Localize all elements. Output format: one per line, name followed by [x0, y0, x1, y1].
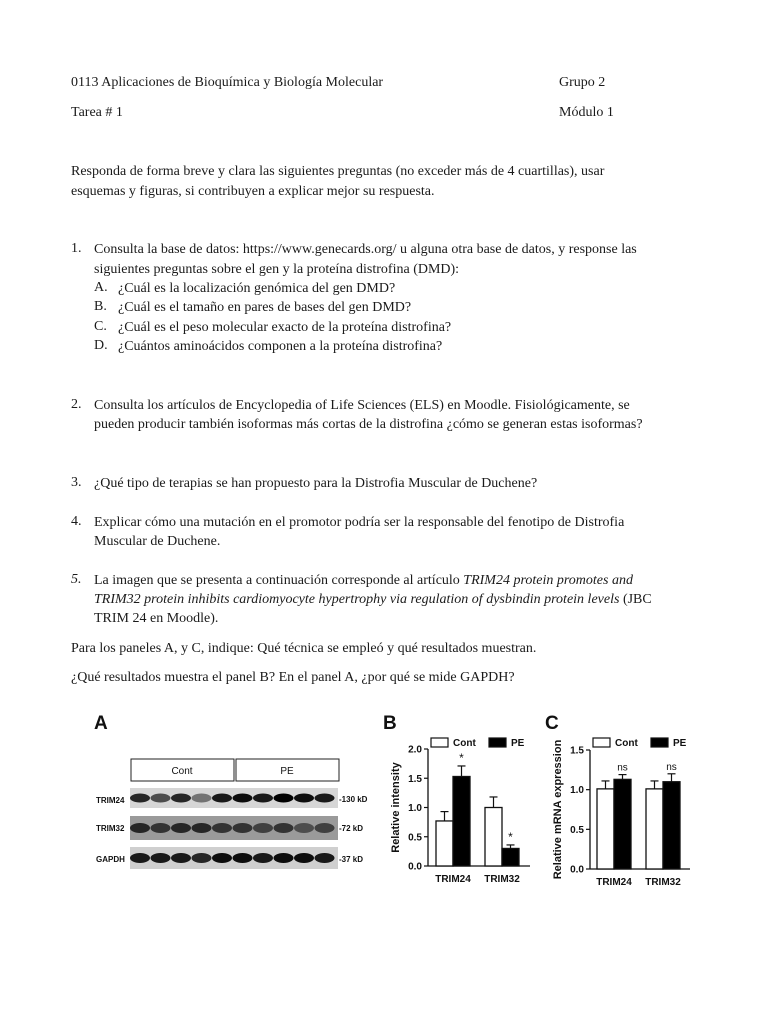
chart-b-category-trim32: TRIM32 [484, 874, 520, 885]
pe-group-label: PE [280, 766, 294, 777]
question-4-line-1: Explicar cómo una mutación en el promotor podría ser la responsable del fenotipo de Distrofia [94, 515, 625, 530]
chart-c-category-trim32: TRIM32 [645, 877, 681, 888]
blot-band-gapdh-7 [253, 853, 273, 863]
intro-line-2: esquemas y figuras, si contribuyen a explicar mejor su respuesta. [71, 184, 435, 199]
chart-c-y-tick-label: 0.0 [570, 864, 584, 876]
chart-c-legend-label-cont: Cont [615, 738, 638, 749]
blot-band-trim24-8 [274, 794, 294, 803]
chart-b-y-tick-label: 1.0 [408, 803, 422, 814]
group-label: Grupo 2 [559, 75, 606, 90]
chart-c-legend-swatch-pe [651, 738, 668, 747]
chart-c-bar-pe-trim24 [614, 779, 631, 869]
course-title: 0113 Aplicaciones de Bioquímica y Biología Molecular [71, 75, 384, 90]
blot-band-trim24-9 [294, 794, 314, 803]
blot-band-trim24-1 [130, 794, 150, 803]
chart-panel-b [390, 738, 530, 885]
chart-c-legend-label-pe: PE [673, 738, 687, 749]
panel-b-letter: B [383, 713, 397, 734]
blot-band-trim32-3 [171, 823, 191, 833]
panel-c-letter: C [545, 713, 559, 734]
blot-band-trim32-1 [130, 823, 150, 833]
blot-label-trim24: TRIM24 [96, 796, 125, 805]
chart-c-bar-cont-trim24 [597, 789, 614, 869]
chart-b-category-trim24: TRIM24 [435, 874, 471, 885]
chart-b-legend-label-cont: Cont [453, 738, 476, 749]
blot-kd-gapdh: -37 kD [339, 855, 364, 864]
blot-label-gapdh: GAPDH [96, 855, 125, 864]
chart-b-legend-swatch-cont [431, 738, 448, 747]
question-4-number: 4. [71, 514, 82, 529]
option-c-letter: C. [94, 319, 107, 334]
followup-panels-a-c: Para los paneles A, y C, indique: Qué técnica se empleó y qué resultados muestran. [71, 641, 537, 656]
blot-band-gapdh-4 [192, 853, 212, 863]
blot-kd-trim32: -72 kD [339, 824, 364, 833]
question-1-line-2: siguientes preguntas sobre el gen y la proteína distrofina (DMD): [94, 262, 460, 277]
blot-label-trim32: TRIM32 [96, 824, 125, 833]
blot-band-trim24-4 [192, 794, 212, 803]
blot-row-gapdh [96, 847, 363, 869]
question-3-number: 3. [71, 475, 82, 490]
option-c-text: ¿Cuál es el peso molecular exacto de la proteína distrofina? [118, 320, 452, 335]
question-5-line-3: TRIM 24 en Moodle). [94, 611, 219, 626]
intro-line-1: Responda de forma breve y clara las siguientes preguntas (no exceder más de 4 cuartillas), usar [71, 164, 605, 179]
chart-c-y-tick-label: 1.0 [570, 785, 584, 797]
blot-band-trim32-5 [212, 823, 232, 833]
blot-row-trim24 [96, 788, 368, 808]
blot-band-gapdh-9 [294, 853, 314, 863]
chart-b-y-tick-label: 0.0 [408, 861, 422, 873]
blot-band-trim32-2 [151, 823, 171, 833]
chart-c-y-tick-label: 0.5 [570, 824, 584, 836]
option-b-letter: B. [94, 299, 107, 314]
chart-c-y-axis-label: Relative mRNA expression [552, 739, 564, 880]
option-b-text: ¿Cuál es el tamaño en pares de bases del gen DMD? [118, 300, 412, 315]
question-2-line-2: pueden producir también isoformas más cortas de la distrofina ¿cómo se generan estas isoformas? [94, 417, 643, 432]
question-5-line-1-pre: La imagen que se presenta a continuación corresponde al artículo [94, 573, 464, 588]
blot-band-gapdh-2 [151, 853, 171, 863]
chart-b-bar-pe-trim32 [502, 848, 519, 866]
blot-row-trim32 [96, 816, 363, 840]
question-5-article-title-1: TRIM24 protein promotes and [463, 573, 633, 588]
blot-band-trim24-5 [212, 794, 232, 803]
chart-c-y-tick-label: 1.5 [570, 745, 584, 757]
question-2-number: 2. [71, 397, 82, 412]
blot-band-trim24-3 [171, 794, 191, 803]
question-5-line-2 [94, 591, 652, 609]
module-label: Módulo 1 [559, 105, 614, 120]
blot-band-gapdh-8 [274, 853, 294, 863]
chart-b-bar-pe-trim24 [453, 776, 470, 866]
blot-band-gapdh-10 [315, 853, 335, 863]
blot-band-trim24-10 [315, 794, 335, 803]
chart-b-significance-trim24: * [459, 750, 464, 765]
chart-c-significance-trim24: ns [617, 762, 628, 774]
question-5-number: 5. [71, 572, 82, 587]
blot-band-trim24-7 [253, 794, 273, 803]
task-label: Tarea # 1 [71, 105, 123, 120]
option-d-letter: D. [94, 338, 108, 353]
question-5-line-1 [94, 572, 633, 590]
chart-panel-c [552, 738, 690, 888]
question-5-line-2-post: (JBC [619, 592, 652, 607]
blot-band-gapdh-6 [233, 853, 253, 863]
blot-kd-trim24: -130 kD [339, 795, 368, 804]
chart-c-bar-cont-trim32 [646, 789, 663, 869]
chart-c-significance-trim32: ns [666, 761, 677, 773]
question-2-line-1: Consulta los artículos de Encyclopedia of Life Sciences (ELS) en Moodle. Fisiológicamente, se [94, 398, 630, 413]
blot-band-trim32-6 [233, 823, 253, 833]
chart-b-bar-cont-trim32 [485, 808, 502, 867]
chart-c-legend-swatch-cont [593, 738, 610, 747]
option-d-text: ¿Cuántos aminoácidos componen a la proteína distrofina? [118, 339, 443, 354]
chart-c-category-trim24: TRIM24 [596, 877, 632, 888]
option-a-text: ¿Cuál es la localización genómica del gen DMD? [118, 281, 396, 296]
chart-b-bar-cont-trim24 [436, 821, 453, 866]
figure-trim24-trim32 [0, 700, 768, 900]
blot-band-gapdh-5 [212, 853, 232, 863]
question-1-number: 1. [71, 241, 82, 256]
question-5-article-title-2: TRIM32 protein inhibits cardiomyocyte hypertrophy via regulation of dysbindin protein levels [94, 592, 620, 607]
chart-b-y-tick-label: 0.5 [408, 832, 422, 844]
chart-c-bar-pe-trim32 [663, 782, 680, 869]
chart-b-y-tick-label: 1.5 [408, 773, 422, 785]
question-1-line-1: Consulta la base de datos: https://www.genecards.org/ u alguna otra base de datos, y response las [94, 242, 637, 257]
blot-band-gapdh-3 [171, 853, 191, 863]
panel-a-letter: A [94, 713, 108, 734]
followup-panel-b: ¿Qué resultados muestra el panel B? En el panel A, ¿por qué se mide GAPDH? [71, 670, 515, 685]
blot-band-trim24-6 [233, 794, 253, 803]
question-4-line-2: Muscular de Duchene. [94, 534, 221, 549]
blot-band-trim32-7 [253, 823, 273, 833]
cont-group-label: Cont [171, 766, 193, 777]
blot-band-trim32-10 [315, 823, 335, 833]
blot-band-trim32-8 [274, 823, 294, 833]
question-3-line-1: ¿Qué tipo de terapias se han propuesto para la Distrofia Muscular de Duchene? [94, 476, 538, 491]
blot-band-gapdh-1 [130, 853, 150, 863]
chart-b-y-tick-label: 2.0 [408, 744, 422, 756]
chart-b-legend-label-pe: PE [511, 738, 525, 749]
blot-band-trim24-2 [151, 794, 171, 803]
chart-b-significance-trim32: * [508, 829, 513, 844]
blot-band-trim32-9 [294, 823, 314, 833]
blot-band-trim32-4 [192, 823, 212, 833]
option-a-letter: A. [94, 280, 108, 295]
chart-b-y-axis-label: Relative intensity [390, 762, 402, 853]
chart-b-legend-swatch-pe [489, 738, 506, 747]
